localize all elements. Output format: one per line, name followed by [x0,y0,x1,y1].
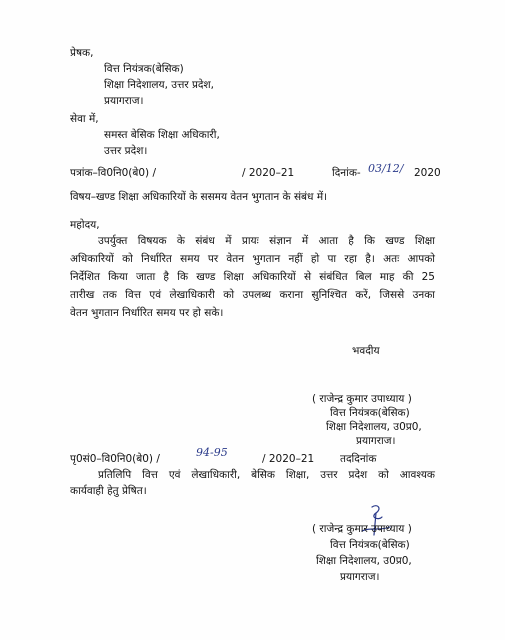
subject-line: विषय–खण्ड शिक्षा अधिकारियों के ससमय वेतन भुगतान के संबंध में। [70,191,328,203]
copy-reference-prefix: पृ0सं0–वि0नि0(बे0) / [70,453,160,465]
signatory-designation-1: वित्त नियंत्रक(बेसिक) [330,407,410,419]
signatory-city-1: प्रयागराज। [356,435,396,447]
signatory-city-2: प्रयागराज। [340,571,380,583]
copy-tadadinank: तददिनांक [340,453,377,465]
signatory-office-1: शिक्षा निदेशालय, उ0प्र0, [326,421,422,433]
signatory-name-2: ( राजेन्द्र कुमार उपाध्याय ) [312,523,412,535]
sender-heading: प्रेषक, [70,47,94,59]
body-line-5: वेतन भुगतान निर्धारित समय पर हो सके। [70,307,224,319]
closing-bhavadiya: भवदीय [352,345,380,357]
signatory-office-2: शिक्षा निदेशालय, उ0प्र0, [316,555,412,567]
patrank: पत्रांक–वि0नि0(बे0) / [70,167,157,179]
body-line-2: अधिकारियों को निर्धारित समय पर वेतन भुगतान नहीं हो पा रहा है। अतः आपको [70,253,435,265]
date-handwritten: 03/12/ [368,162,404,175]
body-line-3: निर्देशित किया जाता है कि खण्ड शिक्षा अधिकारियों से संबंधित बिल माह की 25 [70,271,435,283]
sender-city: प्रयागराज। [104,95,144,107]
dinank-label: दिनांक- [332,167,361,179]
body-line-4: तारीख तक वित्त एवं लेखाधिकारी को उपलब्ध कराना सुनिश्चित करें, जिससे उनका [70,289,435,301]
copy-number-handwritten: 94-95 [196,446,228,459]
copy-line-2: कार्यवाही हेतु प्रेषित। [70,485,147,497]
salutation: महोदय, [70,219,100,231]
recipient-heading: सेवा में, [70,113,99,125]
signatory-name-1: ( राजेन्द्र कुमार उपाध्याय ) [312,393,412,405]
patrank-year: / 2020–21 [242,167,295,179]
sender-designation: वित्त नियंत्रक(बेसिक) [104,63,184,75]
body-line-1: उपर्युक्त विषयक के संबंध में प्रायः संज्ञान में आता है कि खण्ड शिक्षा [98,235,435,247]
signatory-designation-2: वित्त नियंत्रक(बेसिक) [330,539,410,551]
recipient-state: उत्तर प्रदेश। [104,145,148,157]
recipient-designation: समस्त बेसिक शिक्षा अधिकारी, [104,129,220,141]
date-year: 2020 [414,167,441,179]
sender-office: शिक्षा निदेशालय, उत्तर प्रदेश, [104,79,214,91]
copy-reference-year: / 2020–21 [262,453,315,465]
copy-line-1: प्रतिलिपि वित्त एवं लेखाधिकारी, बेसिक शिक्षा, उत्तर प्रदेश को आवश्यक [98,469,435,481]
